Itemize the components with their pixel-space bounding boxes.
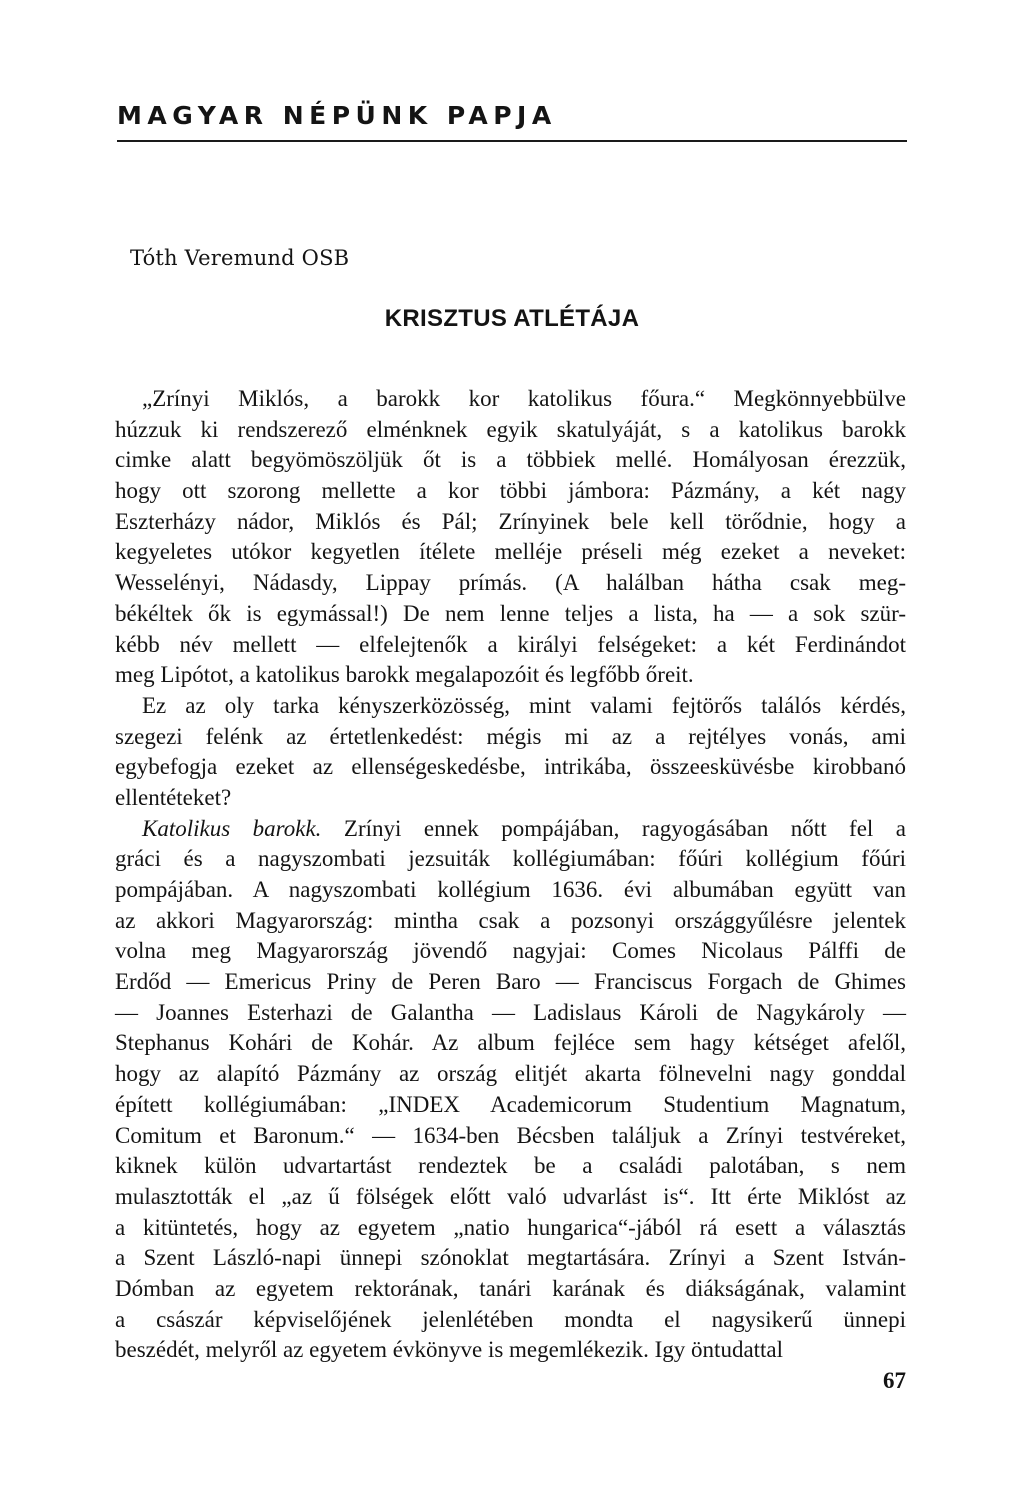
text-line: „Zrínyi Miklós, a barokk kor katolikus főura.“ Megkönnyebbülve (142, 386, 906, 411)
text-line: — Joannes Esterhazi de Galantha — Ladislaus Károli de Nagykároly — (115, 999, 906, 1025)
text-line: volna meg Magyarország jövendő nagyjai: Comes Nicolaus Pálffi de (115, 938, 906, 964)
lead-line-rest: Zrínyi ennek pompájában, ragyogásában nőtt fel a (321, 815, 906, 841)
text-line: Erdőd — Emericus Priny de Peren Baro — Franciscus Forgach de Ghimes (115, 969, 906, 995)
page-number: 67 (883, 1368, 906, 1393)
text-line: Stephanus Kohári de Kohár. Az album fejléce sem hagy kétséget afelől, (115, 1030, 906, 1056)
text-line: kébb név mellett — elfelejtenők a királyi felségeket: a két Ferdinándot (115, 631, 906, 657)
header-rule (117, 140, 907, 142)
paragraph-3 (115, 814, 906, 1366)
text-line: Ez az oly tarka kényszerközösség, mint valami fejtörős találós kérdés, (142, 692, 906, 718)
paragraph-2 (115, 691, 906, 814)
text-line: az akkori Magyarország: mintha csak a pozsonyi országgyűlésre jelentek (115, 907, 906, 933)
text-line: húzzuk ki rendszerező elménknek egyik skatulyáját, s a katolikus barokk (115, 416, 906, 442)
text-line: a császár képviselőjének jelenlétében mondta el nagysikerű ünnepi (115, 1306, 906, 1332)
paragraph-1 (115, 384, 906, 691)
text-line: egybefogja ezeket az ellenségeskedésbe, intrikába, összeesküvésbe kirobbanó (115, 754, 906, 780)
text-line: gráci és a nagyszombati jezsuiták kollégiumában: főúri kollégium főúri (115, 846, 906, 872)
text-line: meg Lipótot, a katolikus barokk megalapozóit és legfőbb őreit. (115, 662, 694, 688)
text-line: kegyeletes utókor kegyetlen ítélete melléje préseli még ezeket a neveket: (115, 539, 906, 565)
author-name: Tóth Veremund OSB (130, 246, 350, 270)
text-line: mulasztották el „az ű fölségek előtt való udvarlást is“. Itt érte Miklóst az (115, 1183, 906, 1209)
text-line: kiknek külön udvartartást rendeztek be a családi palotában, s nem (115, 1153, 906, 1179)
text-line: Dómban az egyetem rektorának, tanári karának és diákságának, valamint (115, 1275, 906, 1301)
text-line: beszédét, melyről az egyetem évkönyve is megemlékezik. Igy öntudattal (115, 1337, 784, 1363)
text-line: békéltek ők is egymással!) De nem lenne teljes a lista, ha — a sok szür- (115, 600, 906, 626)
text-line: Comitum et Baronum.“ — 1634-ben Bécsben találjuk a Zrínyi testvéreket, (115, 1122, 906, 1148)
text-line: ellentéteket? (115, 784, 232, 810)
text-line: a Szent László-napi ünnepi szónoklat megtartására. Zrínyi a Szent István- (115, 1245, 906, 1271)
text-line: épített kollégiumában: „INDEX Academicorum Studentium Magnatum, (115, 1091, 906, 1117)
running-head: MAGYAR NÉPÜNK PAPJA (117, 101, 557, 130)
text-line: Wesselényi, Nádasdy, Lippay prímás. (A halálban hátha csak meg- (115, 570, 906, 596)
text-line: hogy ott szorong mellette a kor többi jámbora: Pázmány, a két nagy (115, 478, 906, 504)
article-body (115, 384, 906, 1366)
text-line-lead (115, 814, 906, 845)
italic-lead-phrase: Katolikus barokk. (142, 815, 322, 841)
text-line: Eszterházy nádor, Miklós és Pál; Zrínyinek bele kell törődnie, hogy a (115, 508, 906, 534)
text-line: cimke alatt begyömöszöljük őt is a többiek mellé. Homályosan érezzük, (115, 447, 906, 473)
text-line: hogy az alapító Pázmány az ország elitjét akarta fölnevelni nagy gonddal (115, 1061, 906, 1087)
text-line: pompájában. A nagyszombati kollégium 1636. évi albumában együtt van (115, 877, 906, 902)
article-title: KRISZTUS ATLÉTÁJA (384, 305, 640, 332)
text-line: a kitüntetés, hogy az egyetem „natio hungarica“-jából rá esett a választás (115, 1214, 906, 1240)
text-line: szegezi felénk az értetlenkedést: mégis mi az a rejtélyes vonás, ami (115, 723, 906, 749)
